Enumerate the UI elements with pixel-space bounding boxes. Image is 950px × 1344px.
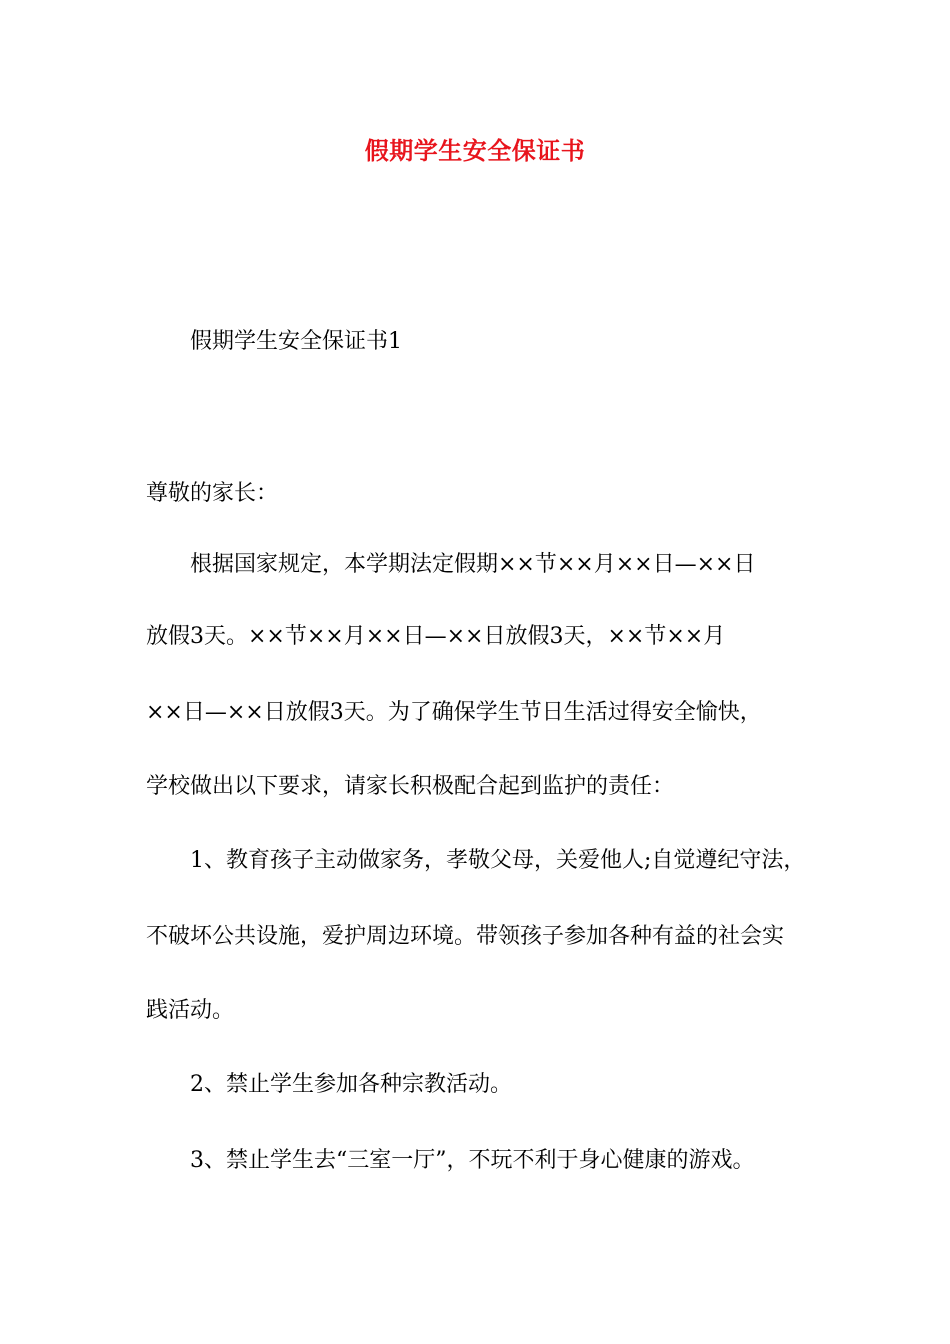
paragraph-line: ××日—××日放假3天。为了确保学生节日生活过得安全愉快， [146, 700, 762, 725]
paragraph-line: 学校做出以下要求，请家长积极配合起到监护的责任： [146, 774, 675, 799]
list-item: 3、禁止学生去“三室一厅”，不玩不利于身心健康的游戏。 [190, 1148, 755, 1173]
list-item-line: 践活动。 [146, 998, 235, 1023]
paragraph-line: 根据国家规定，本学期法定假期××节××月××日—××日 [190, 552, 756, 577]
paragraph-line: 放假3天。××节××月××日—××日放假3天，××节××月 [146, 624, 726, 649]
greeting: 尊敬的家长： [146, 481, 279, 506]
list-item-line: 1、教育孩子主动做家务，孝敬父母，关爱他人;自觉遵纪守法， [190, 848, 806, 873]
list-item: 2、禁止学生参加各种宗教活动。 [190, 1072, 512, 1097]
document-title: 假期学生安全保证书 [364, 136, 586, 165]
section-heading: 假期学生安全保证书1 [190, 329, 402, 354]
list-item-line: 不破坏公共设施，爱护周边环境。带领孩子参加各种有益的社会实 [146, 924, 785, 949]
